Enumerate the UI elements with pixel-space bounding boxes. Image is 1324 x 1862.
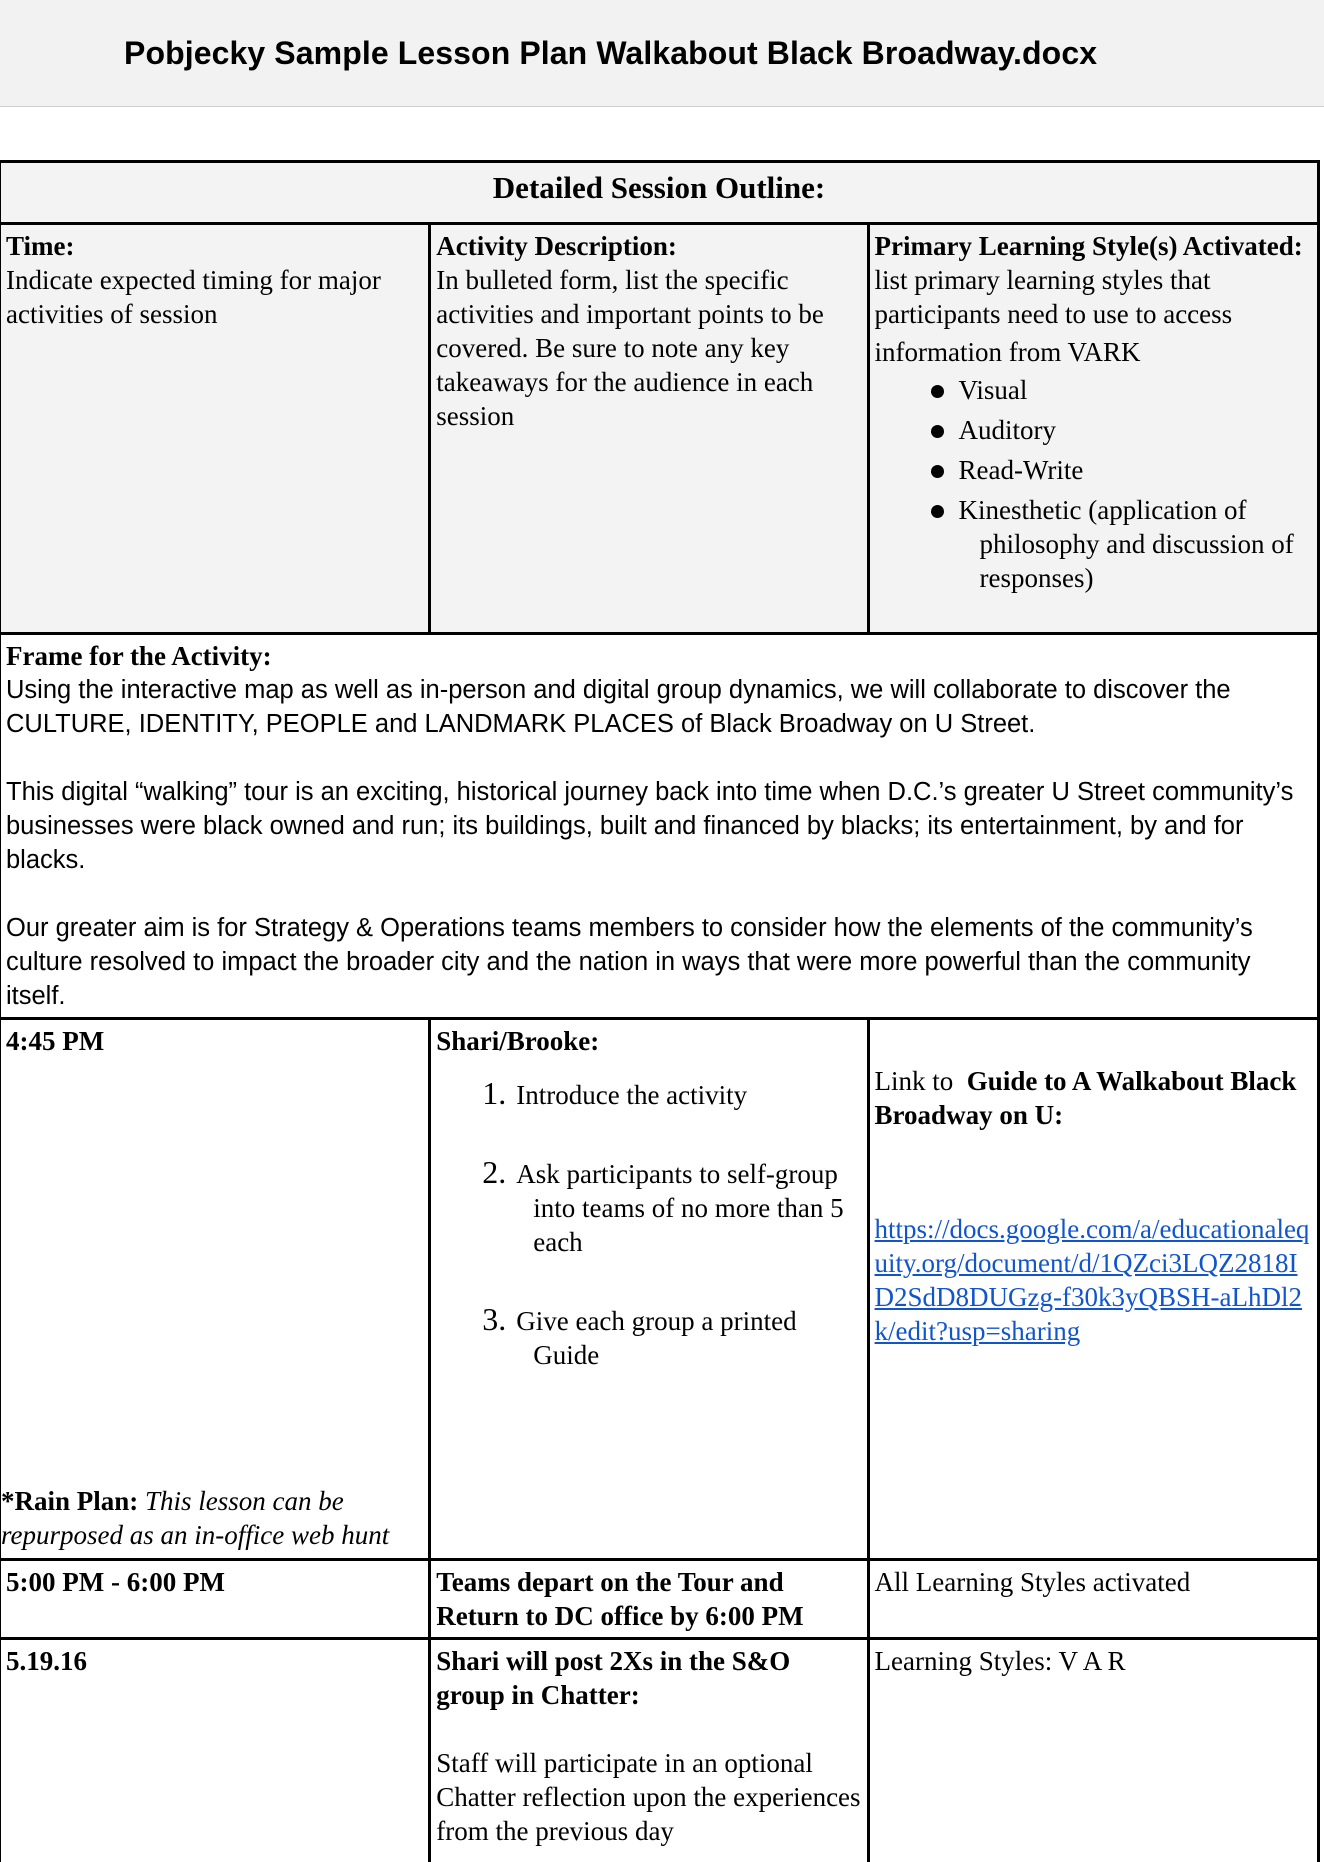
header-time-cell [0,224,430,634]
document-body [0,107,1324,1862]
header-activity-cell [430,224,868,634]
style-cell [868,1639,1318,1862]
learning-style-item: Read-Write [931,453,1313,487]
row-owner: Shari/Brooke: [436,1026,599,1056]
time-cell [0,1560,430,1639]
table-title: Detailed Session Outline: [0,162,1319,224]
frame-label: Frame for the Activity: [6,639,1313,673]
frame-cell [0,634,1319,1019]
time-cell [0,1639,430,1862]
style-cell [868,1560,1318,1639]
rain-plan-label: *Rain Plan: [1,1486,138,1516]
row-styles: Learning Styles: V A R [875,1646,1126,1676]
row-activity: Shari will post 2Xs in the S&O group in Chatter: [436,1646,790,1710]
guide-link-heading: Link to Guide to A Walkabout Black Broadway on U: [875,1064,1313,1132]
row-activity-text: Staff will participate in an optional Chatter reflection upon the experiences from the previous day [436,1746,862,1848]
header-style-desc-2: information from VARK [875,335,1141,369]
frame-paragraph: Using the interactive map as well as in-person and digital group dynamics, we will collaborate to discover the CULTURE, IDENTITY, PEOPLE and LANDMARK PLACES of Black Broadway on U Street. [6,673,1313,741]
rain-plan [1,1484,421,1552]
list-item: 2. Ask participants to self-group into teams of no more than 5 each [482,1157,862,1259]
learning-style-item: Visual [931,373,1313,407]
learning-style-list [875,373,1313,595]
bullet-icon [931,425,944,438]
guide-link[interactable]: https://docs.google.com/a/educationalequity.org/document/d/1QZci3LQZ2818ID2SdD8DUGzg-f30k3yQBSH-aLhDl2k/edit?usp=sharing [875,1214,1310,1346]
list-item: 3. Give each group a printed Guide [482,1304,862,1372]
row-time: 4:45 PM [6,1026,104,1056]
activity-cell [430,1560,868,1639]
rain-plan-text: This lesson can be repurposed as an in-office web hunt [1,1486,389,1550]
row-activity: Teams depart on the Tour and Return to DC office by 6:00 PM [436,1567,803,1631]
bullet-icon [931,465,944,478]
header-style-cell [868,224,1318,634]
session-outline-table [0,160,1320,1862]
learning-style-item: Auditory [931,413,1313,447]
activity-cell [430,1639,868,1862]
row-styles: All Learning Styles activated [875,1567,1191,1597]
learning-style-item: Kinesthetic (application of philosophy and discussion of responses) [931,493,1313,595]
header-time-desc: Indicate expected timing for major activities of session [6,265,381,329]
frame-paragraph: Our greater aim is for Strategy & Operations teams members to consider how the elements of the community’s culture resolved to impact the broader city and the nation in ways that were more powerful than the community itself. [6,911,1313,1013]
header-time-label: Time: [6,231,75,261]
header-activity-desc: In bulleted form, list the specific activities and important points to be covered. Be sure to note any key takeaways for the audience in each session [436,265,824,431]
bullet-icon [931,385,944,398]
header-style-desc-1: list primary learning styles that participants need to use to access [875,265,1233,329]
list-item: 1. Introduce the activity [482,1078,862,1112]
frame-paragraph: This digital “walking” tour is an exciting, historical journey back into time when D.C.’s greater U Street community’s businesses were black owned and run; its buildings, built and financed by blacks; its entertainment, by and for blacks. [6,775,1313,877]
activity-cell [430,1019,868,1560]
time-cell [0,1019,430,1560]
row-time: 5.19.16 [6,1646,87,1676]
header-style-label: Primary Learning Style(s) Activated: [875,231,1303,261]
document-title: Pobjecky Sample Lesson Plan Walkabout Black Broadway.docx [124,35,1097,72]
document-titlebar [0,0,1324,107]
activity-steps [436,1078,862,1372]
style-cell [868,1019,1318,1560]
row-time: 5:00 PM - 6:00 PM [6,1567,225,1597]
frame-text [6,673,1313,1013]
header-activity-label: Activity Description: [436,231,677,261]
bullet-icon [931,505,944,518]
